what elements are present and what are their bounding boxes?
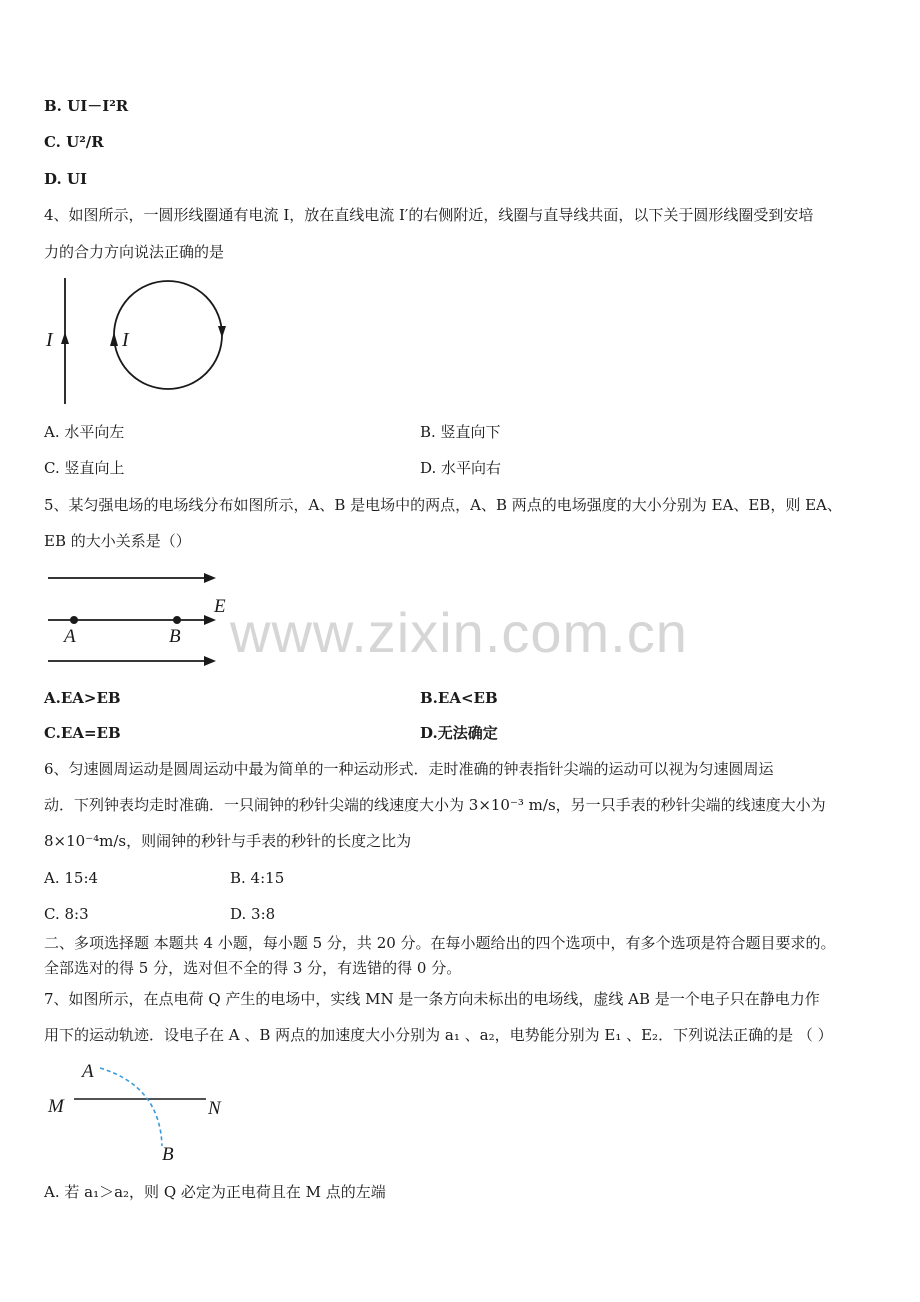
option-c: C. U²/R: [44, 133, 104, 151]
q5-option-b: B.EA<EB: [420, 689, 498, 707]
field-e-label: E: [214, 596, 226, 617]
electron-trajectory: [100, 1068, 162, 1146]
point-b-label: B: [169, 626, 181, 647]
point-b: [173, 616, 181, 624]
field-arrow-bottom: [204, 656, 216, 666]
q4-option-b: B. 竖直向下: [420, 423, 501, 441]
watermark: www.zixin.com.cn: [230, 601, 688, 664]
question-6-text-cont: 动．下列钟表均走时准确．一只闹钟的秒针尖端的线速度大小为 3×10⁻³ m/s，另一只手表的秒针尖端的线速度大小为: [44, 796, 826, 814]
coil-arrow-right: [218, 326, 226, 338]
q6-option-b: B. 4:15: [230, 869, 285, 887]
q6-option-a: A. 15:4: [44, 869, 99, 887]
wire-current-arrow: [61, 332, 69, 344]
a-label: A: [82, 1061, 94, 1082]
point-a-label: A: [64, 626, 76, 647]
question-5-text-cont: EB 的大小关系是（）: [44, 532, 191, 550]
question-4-figure: [40, 274, 240, 408]
section-2-heading: 二、多项选择题 本题共 4 小题，每小题 5 分，共 20 分。在每小题给出的四个选项中，有多个选项是符合题目要求的。: [44, 934, 836, 952]
q6-option-c: C. 8:3: [44, 905, 89, 923]
q5-option-a: A.EA>EB: [44, 689, 121, 707]
question-7-text-cont: 用下的运动轨迹．设电子在 A 、B 两点的加速度大小分别为 a₁ 、a₂，电势能分别为 E₁ 、E₂．下列说法正确的是 （ ）: [44, 1026, 833, 1044]
question-5-text: 5、某匀强电场的电场线分布如图所示，A、B 是电场中的两点，A、B 两点的电场强度的大小分别为 EA、EB，则 EA、: [44, 496, 842, 514]
question-6-text-cont2: 8×10⁻⁴m/s，则闹钟的秒针与手表的秒针的长度之比为: [44, 832, 412, 850]
coil-arrow-left: [110, 332, 118, 346]
question-4-text-cont: 力的合力方向说法正确的是: [44, 243, 225, 261]
wire-current-label: I: [46, 329, 53, 351]
q5-option-d: D.无法确定: [420, 724, 498, 742]
circular-coil: [114, 281, 222, 389]
coil-current-label: I: [122, 329, 129, 351]
question-7-text: 7、如图所示，在点电荷 Q 产生的电场中，实线 MN 是一条方向未标出的电场线，虚线 AB 是一个电子只在静电力作: [44, 990, 820, 1008]
question-7-figure: [44, 1058, 244, 1168]
option-b: B. UI－I²R: [44, 97, 129, 115]
q4-option-d: D. 水平向右: [420, 459, 502, 477]
n-label: N: [208, 1098, 221, 1119]
option-d: D. UI: [44, 170, 88, 188]
point-a: [70, 616, 78, 624]
q4-option-a: A. 水平向左: [44, 423, 125, 441]
section-2-heading-cont: 全部选对的得 5 分，选对但不全的得 3 分，有选错的得 0 分。: [44, 959, 462, 977]
b-label: B: [162, 1144, 174, 1165]
q7-option-a: A. 若 a₁＞a₂，则 Q 必定为正电荷且在 M 点的左端: [44, 1183, 386, 1201]
m-label: M: [48, 1096, 64, 1117]
field-arrow-top: [204, 573, 216, 583]
q5-option-c: C.EA=EB: [44, 724, 121, 742]
q6-option-d: D. 3:8: [230, 905, 276, 923]
question-5-figure: [44, 566, 244, 676]
question-4-text: 4、如图所示，一圆形线圈通有电流 I，放在直线电流 I′的右侧附近，线圈与直导线共面，以下关于圆形线圈受到安培: [44, 206, 814, 224]
q4-option-c: C. 竖直向上: [44, 459, 125, 477]
question-6-text: 6、匀速圆周运动是圆周运动中最为简单的一种运动形式．走时准确的钟表指针尖端的运动可以视为匀速圆周运: [44, 760, 774, 778]
